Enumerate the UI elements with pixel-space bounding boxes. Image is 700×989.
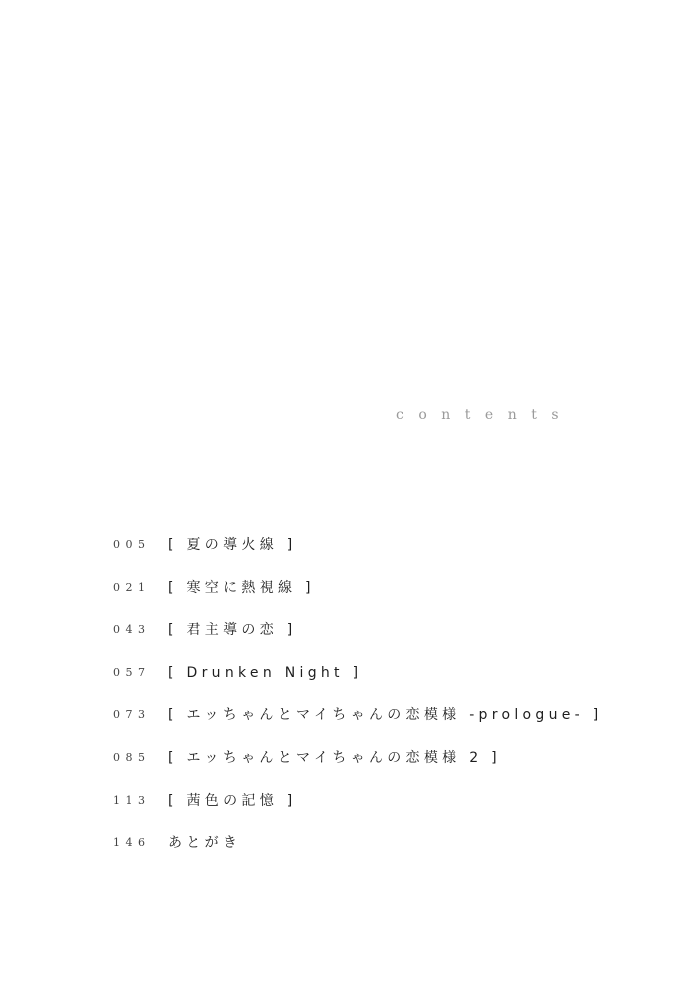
toc-page-number: 005 xyxy=(113,538,151,551)
toc-entry xyxy=(113,703,673,746)
toc-title: [ エッちゃんとマイちゃんの恋模様 2 ] xyxy=(168,749,501,766)
toc-page-number: 085 xyxy=(113,750,151,764)
toc-title: [ Drunken Night ] xyxy=(168,664,363,681)
toc-entry xyxy=(113,576,673,619)
toc-title: [ 茜色の記憶 ] xyxy=(168,792,297,809)
toc-title: [ 寒空に熱視線 ] xyxy=(168,579,315,596)
toc-title: [ 君主導の恋 ] xyxy=(168,622,297,639)
toc-page-number: 021 xyxy=(113,580,151,594)
toc-title: [ エッちゃんとマイちゃんの恋模様 -prologue- ] xyxy=(168,707,603,724)
toc-entry xyxy=(113,618,673,661)
toc-entry xyxy=(113,831,673,874)
toc-page-number: 113 xyxy=(113,793,151,807)
table-of-contents xyxy=(113,533,673,874)
toc-page-number: 043 xyxy=(113,623,151,637)
contents-heading: contents xyxy=(396,407,574,423)
toc-page-number: 073 xyxy=(113,708,151,722)
toc-page-number: 057 xyxy=(113,665,151,679)
toc-entry xyxy=(113,661,673,704)
toc-entry xyxy=(113,746,673,789)
toc-entry xyxy=(113,789,673,832)
toc-page-number: 146 xyxy=(113,836,151,850)
toc-entry xyxy=(113,533,673,576)
toc-title: [ 夏の導火線 ] xyxy=(168,537,297,553)
toc-title: あとがき xyxy=(168,835,242,852)
